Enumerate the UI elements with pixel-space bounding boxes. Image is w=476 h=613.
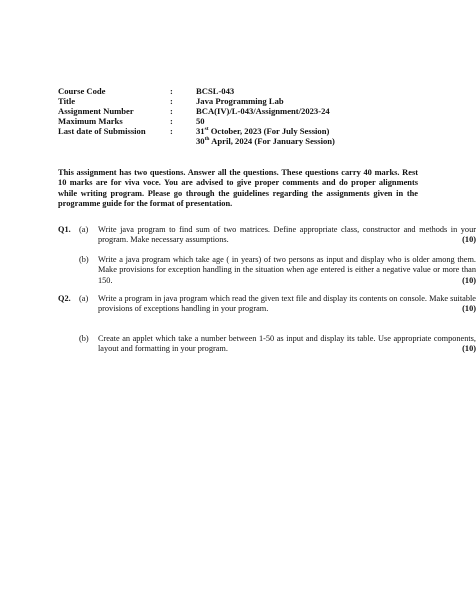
title-label: Title	[58, 96, 76, 107]
question-marks: (10)	[462, 304, 476, 314]
colon: :	[170, 116, 173, 127]
question-number: Q2.	[58, 294, 71, 303]
question-part: (a)	[79, 225, 89, 234]
question-body: Write a program in java program which read the given text file and display its contents on console. Make suitable provisions of exceptions handling in your program.	[98, 294, 476, 314]
date-rest: October, 2023 (For July Session)	[208, 126, 330, 137]
course-code-value: BCSL-043	[196, 86, 235, 96]
meta-row-last-date	[58, 126, 335, 136]
meta-row-assignment-number	[58, 106, 335, 116]
maximum-marks-label: Maximum Marks	[58, 116, 123, 127]
question-marks: (10)	[462, 235, 476, 245]
maximum-marks-value: 50	[196, 116, 205, 127]
question-text	[98, 334, 476, 355]
question-marks: (10)	[462, 344, 476, 354]
last-date-january-session	[196, 136, 335, 146]
question-part: (b)	[79, 334, 89, 343]
question-marks: (10)	[462, 275, 476, 285]
date-ordinal: st	[204, 126, 209, 133]
date-day: 30	[196, 136, 205, 147]
course-code-label: Course Code	[58, 86, 106, 96]
question-part: (b)	[79, 255, 89, 264]
assignment-number-label: Assignment Number	[58, 106, 134, 117]
question-text	[98, 255, 476, 286]
course-meta-block	[58, 86, 335, 147]
meta-row-last-date-2	[58, 136, 335, 146]
date-ordinal: th	[204, 136, 210, 143]
question-body: Write a java program which take age ( in years) of two persons as input and display who is older among them. Make provisions for exception handling in the situation when age entered is either a negative value or more than 150.	[98, 255, 476, 285]
meta-row-title	[58, 96, 335, 106]
meta-row-course-code	[58, 86, 335, 96]
question-body: Write java program to find sum of two matrices. Define appropriate class, constructor and methods in your program. Make necessary assumptions.	[98, 225, 476, 245]
colon: :	[170, 106, 173, 117]
question-part: (a)	[79, 294, 89, 303]
date-rest: April, 2024 (For January Session)	[209, 136, 335, 147]
date-day: 31	[196, 126, 205, 137]
last-date-label: Last date of Submission	[58, 126, 146, 137]
assignment-number-value: BCA(IV)/L-043/Assignment/2023-24	[196, 106, 330, 117]
last-date-july-session	[196, 126, 329, 136]
title-value: Java Programming Lab	[196, 96, 284, 107]
meta-row-maximum-marks	[58, 116, 335, 126]
instructions-paragraph: This assignment has two questions. Answer all the questions. These questions carry 40 marks. Rest 10 marks are for viva voce. You are advised to give proper comments and do proper alignments while writing program. Please go through the guidelines regarding the assignments given in the programme guide for the format of presentation.	[58, 168, 418, 208]
question-text	[98, 294, 476, 315]
colon: :	[170, 126, 173, 137]
colon: :	[170, 96, 173, 107]
question-text	[98, 225, 476, 246]
colon: :	[170, 86, 173, 96]
question-body: Create an applet which take a number between 1-50 as input and display its table. Use appropriate components, layout and formatting in your program.	[98, 334, 476, 354]
question-number: Q1.	[58, 225, 71, 234]
